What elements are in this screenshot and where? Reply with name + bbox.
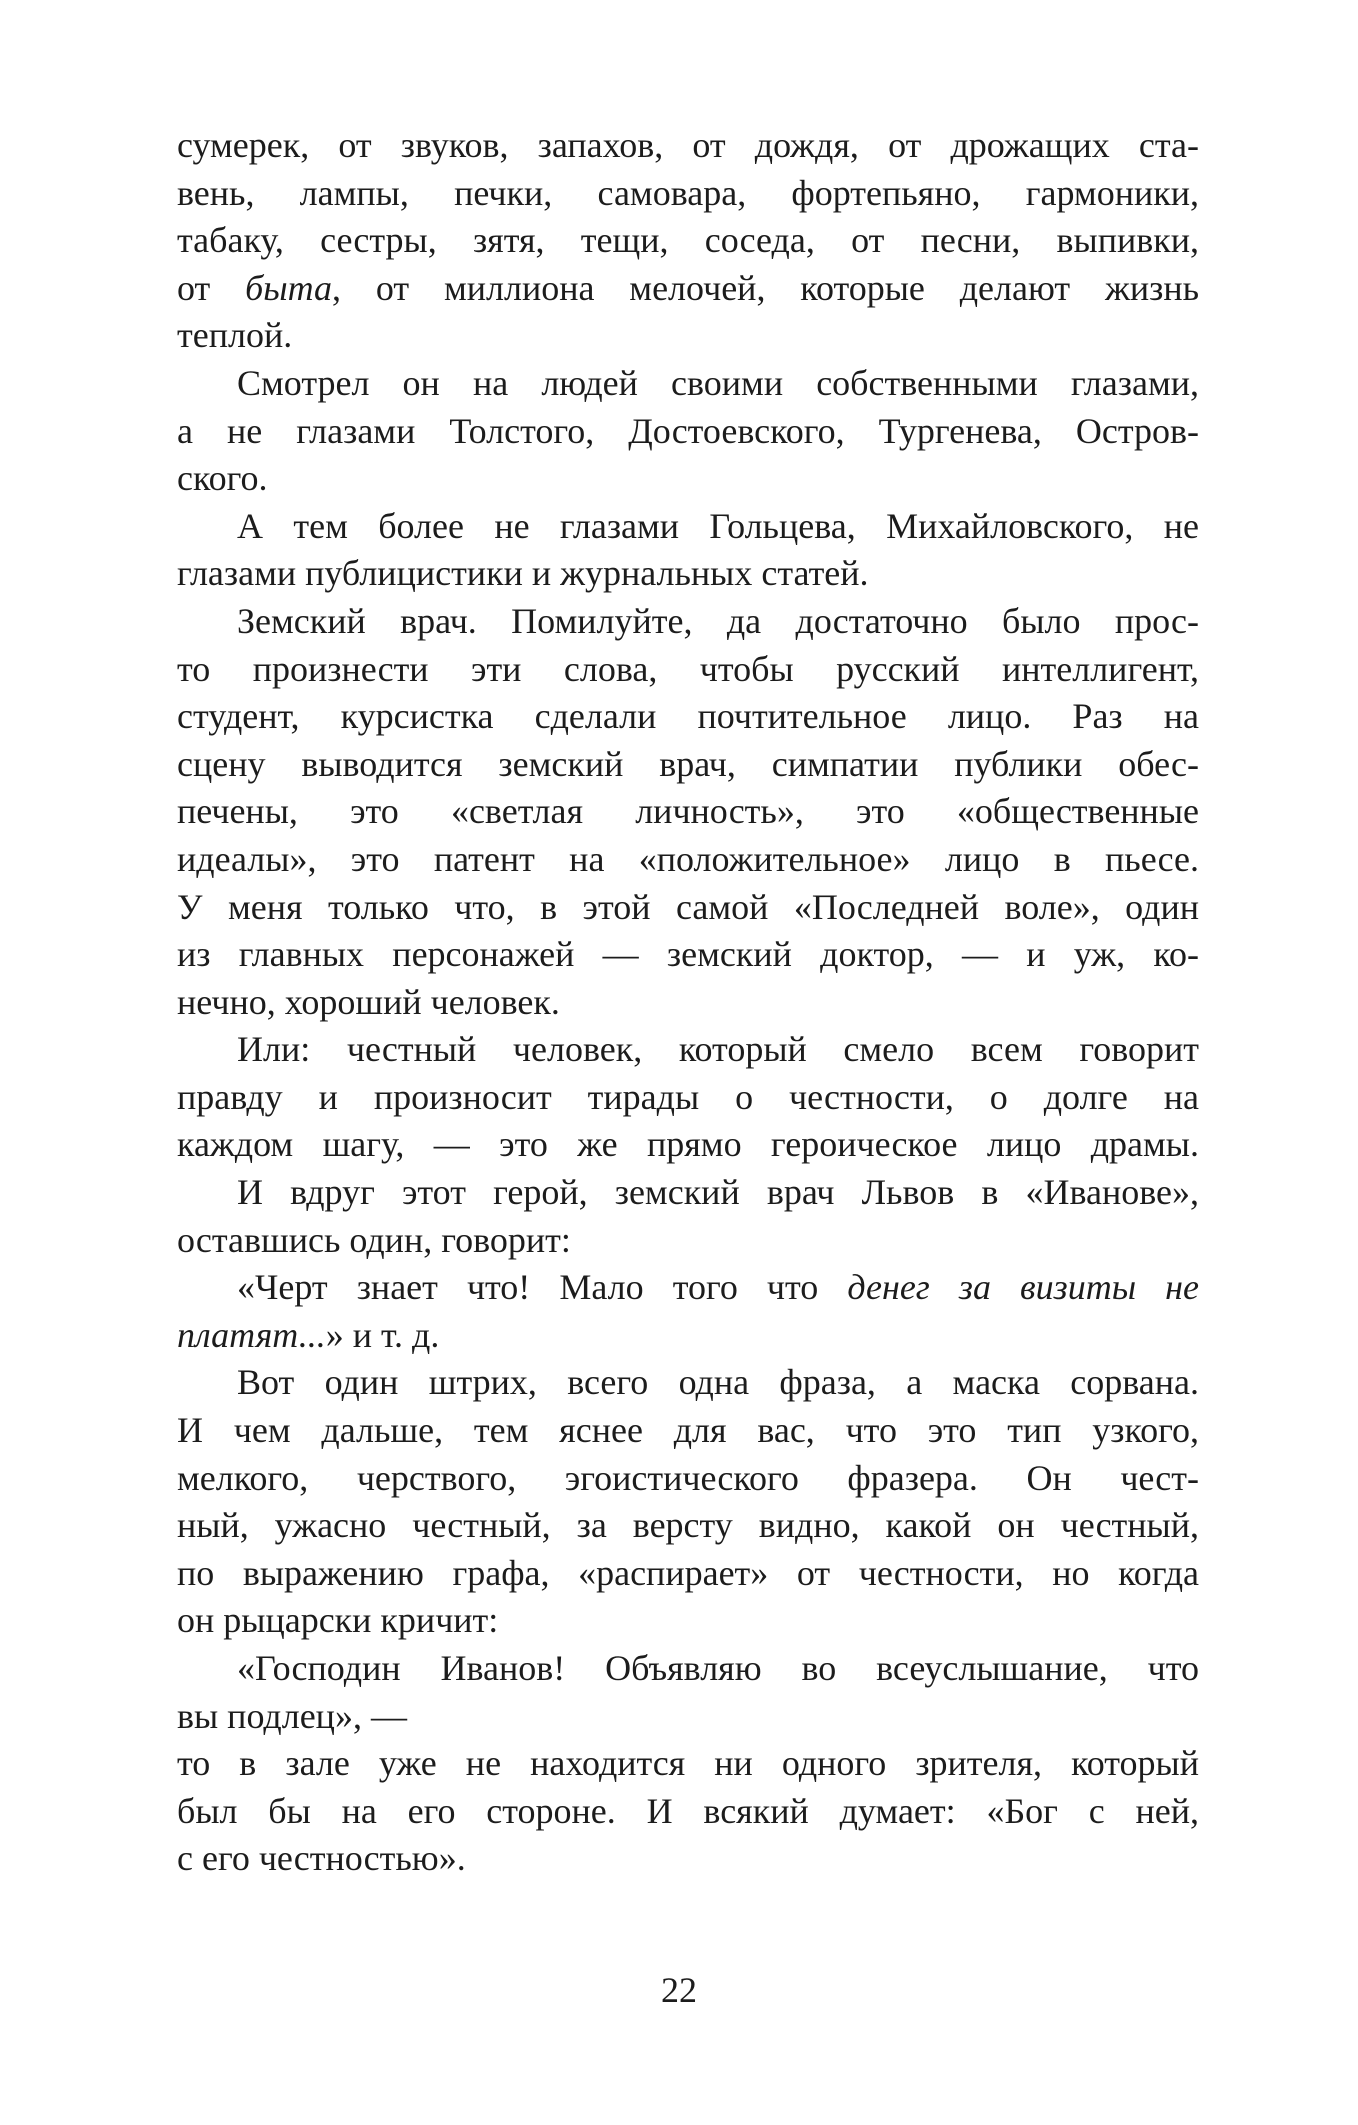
page-body (177, 122, 1199, 1883)
text-line: идеалы», это патент на «положительное» лицо в пьесе. (177, 838, 1199, 879)
text-line: «Черт знает что! Мало того что денег за визиты не (237, 1267, 1199, 1308)
paragraph (177, 1169, 1199, 1264)
text-line: ный, ужасно честный, за версту видно, какой он честный, (177, 1505, 1199, 1546)
text-line: правду и произносит тирады о честности, о долге на (177, 1076, 1199, 1117)
text-line: платят...» и т. д. (177, 1314, 440, 1355)
text-line: оставшись один, говорит: (177, 1219, 571, 1260)
text-line: глазами публицистики и журнальных статей. (177, 553, 869, 594)
paragraph (177, 122, 1199, 360)
text-line: Вот один штрих, всего одна фраза, а маска сорвана. (237, 1362, 1199, 1403)
text-line: каждом шагу, — это же прямо героическое лицо драмы. (177, 1124, 1199, 1165)
text-line: а не глазами Толстого, Достоевского, Тургенева, Остров- (177, 410, 1199, 451)
text-line: с его честностью». (177, 1838, 466, 1879)
paragraph (177, 360, 1199, 503)
paragraph (177, 1359, 1199, 1645)
paragraph (177, 503, 1199, 598)
text-line: вы подлец», — (177, 1695, 407, 1736)
text-line: он рыцарски кричит: (177, 1600, 499, 1641)
text-line: «Господин Иванов! Объявляю во всеуслышание, что (237, 1648, 1199, 1688)
text-line: мелкого, черствого, эгоистического фразера. Он чест- (177, 1457, 1199, 1498)
emphasis-text: быта (245, 267, 333, 308)
text-line: И чем дальше, тем яснее для вас, что это тип узкого, (177, 1410, 1199, 1451)
text-line: ского. (177, 458, 268, 499)
paragraph (177, 1740, 1199, 1883)
page-number: 22 (661, 1970, 697, 2010)
text-line: сумерек, от звуков, запахов, от дождя, от дрожащих ста- (177, 125, 1199, 165)
text-line: У меня только что, в этой самой «Последней воле», один (177, 886, 1199, 927)
text-line: сцену выводится земский врач, симпатии публики обес- (177, 743, 1199, 784)
text-line: А тем более не глазами Гольцева, Михайловского, не (237, 505, 1199, 546)
text-line: И вдруг этот герой, земский врач Львов в «Иванове», (237, 1172, 1199, 1213)
text-line: вень, лампы, печки, самовара, фортепьяно, гармоники, (177, 172, 1199, 213)
text-line: нечно, хороший человек. (177, 981, 560, 1022)
text-line: от быта, от миллиона мелочей, которые делают жизнь (177, 267, 1200, 308)
text-line: из главных персонажей — земский доктор, — и уж, ко- (177, 934, 1199, 975)
text-line: студент, курсистка сделали почтительное лицо. Раз на (177, 696, 1199, 737)
text-line: Или: честный человек, который смело всем говорит (237, 1029, 1199, 1070)
paragraph (177, 1026, 1199, 1169)
text-line: Смотрел он на людей своими собственными глазами, (237, 362, 1199, 403)
emphasis-text: платят... (177, 1314, 326, 1355)
text-line: по выражению графа, «распирает» от честности, но когда (177, 1552, 1199, 1593)
text-line: был бы на его стороне. И всякий думает: «Бог с ней, (177, 1790, 1199, 1831)
text-line: то произнести эти слова, чтобы русский интеллигент, (177, 648, 1199, 689)
text-line: Земский врач. Помилуйте, да достаточно было прос- (237, 600, 1199, 641)
quote-paragraph (177, 1264, 1199, 1359)
quote-paragraph (177, 1645, 1199, 1740)
text-line: то в зале уже не находится ни одного зрителя, который (177, 1743, 1199, 1784)
emphasis-text: денег за визиты не (847, 1267, 1199, 1308)
text-line: теплой. (177, 315, 293, 356)
paragraph (177, 598, 1199, 1026)
text-line: печены, это «светлая личность», это «общественные (177, 791, 1199, 832)
text-line: табаку, сестры, зятя, тещи, соседа, от песни, выпивки, (177, 220, 1199, 261)
